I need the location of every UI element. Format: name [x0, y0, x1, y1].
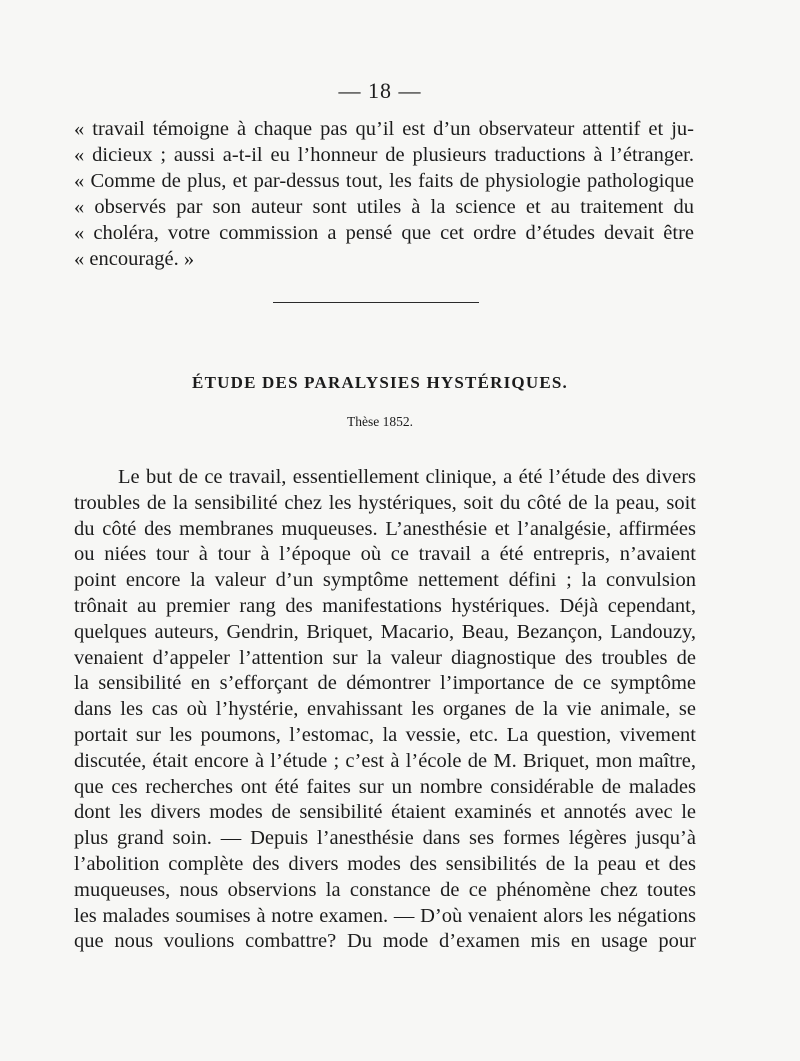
- body-line: trônait au premier rang des manifestations hystériques. Déjà cependant,: [74, 594, 696, 617]
- quote-line: « choléra, votre commission a pensé que cet ordre d’études devait être: [74, 222, 694, 244]
- body-line: Le but de ce travail, essentiellement clinique, a été l’étude des divers: [118, 466, 696, 488]
- body-line: les malades soumises à notre examen. — D’où venaient alors les négations: [74, 904, 696, 927]
- body-line: point encore la valeur d’un symptôme nettement défini ; la convulsion: [74, 569, 696, 592]
- section-divider: [273, 302, 479, 303]
- section-title: ÉTUDE DES PARALYSIES HYSTÉRIQUES.: [192, 373, 568, 392]
- body-line: portait sur les poumons, l’estomac, la vessie, etc. La question, vivement: [74, 723, 696, 746]
- body-line: dans les cas où l’hystérie, envahissant les organes de la vie animale, se: [74, 698, 696, 721]
- body-line: plus grand soin. — Depuis l’anesthésie dans ses formes légères jusqu’à: [74, 827, 696, 850]
- body-line: la sensibilité en s’efforçant de démontrer l’importance de ce symptôme: [74, 672, 696, 695]
- body-line: venaient d’appeler l’attention sur la valeur diagnostique des troubles de: [74, 646, 696, 669]
- body-line: que nous voulions combattre? Du mode d’examen mis en usage pour: [74, 930, 696, 953]
- quote-line: « dicieux ; aussi a-t-il eu l’honneur de plusieurs traductions à l’étranger.: [74, 144, 694, 166]
- body-paragraph: [74, 465, 696, 955]
- body-line: dont les divers modes de sensibilité étaient examinés et annotés avec le: [74, 801, 696, 824]
- body-line: muqueuses, nous observions la constance de ce phénomène chez toutes: [74, 878, 696, 901]
- quote-line: « encouragé. »: [74, 248, 195, 270]
- body-line: l’abolition complète des divers modes des sensibilités de la peau et des: [74, 852, 696, 875]
- body-line: quelques auteurs, Gendrin, Briquet, Macario, Beau, Bezançon, Landouzy,: [74, 620, 696, 643]
- page-number: — 18 —: [338, 78, 422, 103]
- quote-line: « observés par son auteur sont utiles à la science et au traitement du: [74, 196, 694, 218]
- section-subtitle: Thèse 1852.: [347, 414, 413, 429]
- body-line: du côté des membranes muqueuses. L’anesthésie et l’analgésie, affirmées: [74, 517, 696, 540]
- body-line: troubles de la sensibilité chez les hystériques, soit du côté de la peau, soit: [74, 491, 696, 514]
- body-line: que ces recherches ont été faites sur un nombre considérable de malades: [74, 775, 696, 798]
- quote-line: « Comme de plus, et par-dessus tout, les faits de physiologie pathologique: [74, 170, 694, 192]
- body-line: ou niées tour à tour à l’époque où ce travail a été entrepris, n’avaient: [74, 543, 696, 566]
- body-line: discutée, était encore à l’étude ; c’est à l’école de M. Briquet, mon maître,: [74, 749, 696, 772]
- quote-line: « travail témoigne à chaque pas qu’il est d’un observateur attentif et ju-: [74, 118, 694, 140]
- quote-paragraph: [74, 116, 694, 272]
